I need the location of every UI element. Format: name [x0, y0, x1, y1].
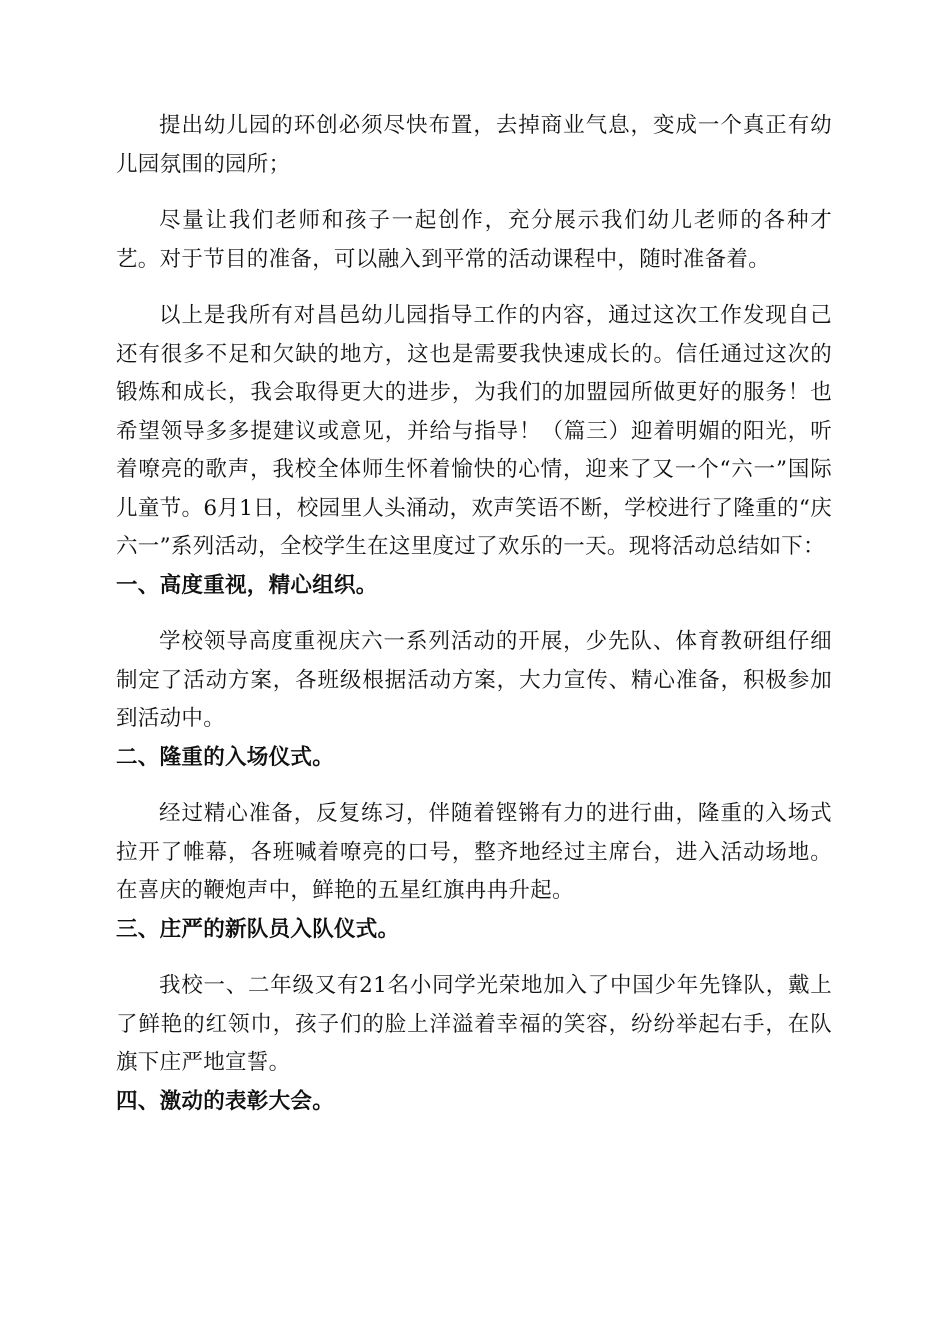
- paragraph-organization: 学校领导高度重视庆六一系列活动的开展，少先队、体育教研组仔细制定了活动方案，各班级根据活动方案，大力宣传、精心准备，积极参加到活动中。: [116, 629, 832, 731]
- section-heading-2: 二、隆重的入场仪式。: [116, 744, 335, 770]
- paragraph-environment: 提出幼儿园的环创必须尽快布置，去掉商业气息，变成一个真正有幼儿园氛围的园所；: [116, 113, 832, 177]
- paragraph-creation: 尽量让我们老师和孩子一起创作，充分展示我们幼儿老师的各种才艺。对于节目的准备，可以融入到平常的活动课程中，随时准备着。: [116, 208, 832, 272]
- section-heading-4: 四、激动的表彰大会。: [116, 1088, 335, 1114]
- section-heading-3: 三、庄严的新队员入队仪式。: [116, 916, 400, 942]
- paragraph-induction: 我校一、二年级又有21名小同学光荣地加入了中国少年先锋队，戴上了鲜艳的红领巾，孩子们的脸上洋溢着幸福的笑容，纷纷举起右手，在队旗下庄严地宣誓。: [116, 973, 832, 1075]
- section-heading-1: 一、高度重视，精心组织。: [116, 572, 378, 598]
- paragraph-summary: 以上是我所有对昌邑幼儿园指导工作的内容，通过这次工作发现自己还有很多不足和欠缺的地方，这也是需要我快速成长的。信任通过这次的锻炼和成长，我会取得更大的进步，为我们的加盟园所做更好的服务！也希望领导多多提建议或意见，并给与指导！（篇三）迎着明媚的阳光，听着嘹亮的歌声，我校全体师生怀着愉快的心情，迎来了又一个“六一”国际儿童节。6月1日，校园里人头涌动，欢声笑语不断，学校进行了隆重的“庆六一”系列活动，全校学生在这里度过了欢乐的一天。现将活动总结如下：: [116, 303, 832, 559]
- paragraph-entrance: 经过精心准备，反复练习，伴随着铿锵有力的进行曲，隆重的入场式拉开了帷幕，各班喊着嘹亮的口号，整齐地经过主席台，进入活动场地。在喜庆的鞭炮声中，鲜艳的五星红旗冉冉升起。: [116, 801, 832, 903]
- document-body: [116, 107, 832, 1121]
